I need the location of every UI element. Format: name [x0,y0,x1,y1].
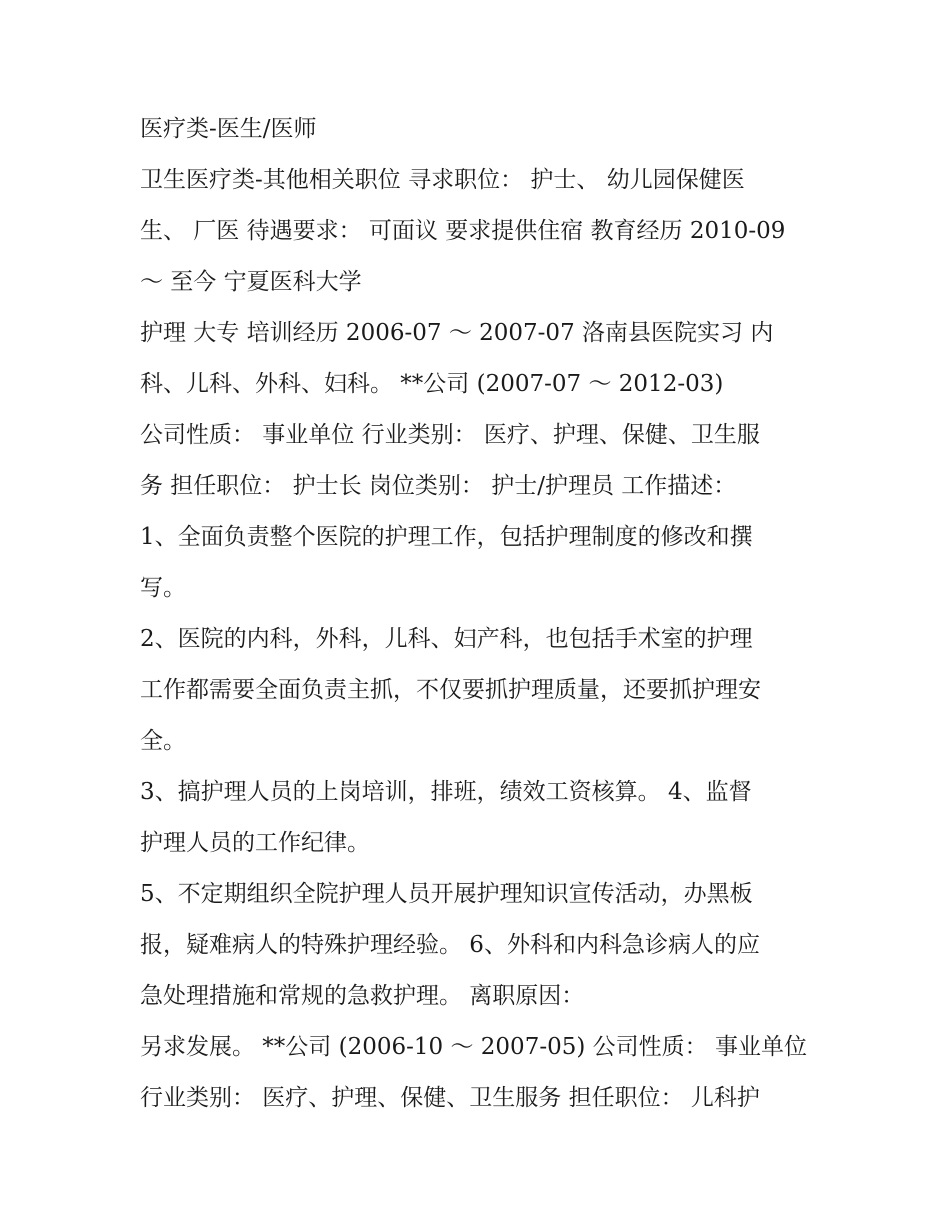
text-line: 卫生医疗类-其他相关职位 寻求职位： 护士、 幼儿园保健医 [140,167,745,193]
text-line: 医疗类-医生/医师 [140,116,317,142]
text-line: 急处理措施和常规的急救护理。 离职原因： [140,983,585,1009]
text-line: 写。 [140,575,186,601]
text-line: 5、不定期组织全院护理人员开展护理知识宣传活动，办黑板 [140,881,753,907]
text-line: 另求发展。 **公司 (2006-10 ～ 2007-05) 公司性质： 事业单位 [140,1034,807,1060]
text-line: 公司性质： 事业单位 行业类别： 医疗、护理、保健、卫生服 [140,422,760,448]
text-line: 3、搞护理人员的上岗培训，排班，绩效工资核算。 4、监督 [140,779,752,805]
text-line: 务 担任职位： 护士长 岗位类别： 护士/护理员 工作描述： [140,473,737,499]
text-line: 1、全面负责整个医院的护理工作，包括护理制度的修改和撰 [140,524,753,550]
text-line: 护理人员的工作纪律。 [140,830,370,856]
text-line: 报，疑难病人的特殊护理经验。 6、外科和内科急诊病人的应 [140,932,760,958]
text-line: 护理 大专 培训经历 2006-07 ～ 2007-07 洛南县医院实习 内 [140,320,774,346]
text-line: 生、 厂医 待遇要求： 可面议 要求提供住宿 教育经历 2010-09 [140,218,786,244]
text-line: 2、医院的内科，外科，儿科、妇产科，也包括手术室的护理 [140,626,753,652]
text-line: 科、儿科、外科、妇科。 **公司 (2007-07 ～ 2012-03) [140,371,724,397]
text-line: ～ 至今 宁夏医科大学 [140,269,362,295]
text-line: 工作都需要全面负责主抓，不仅要抓护理质量，还要抓护理安 [140,677,761,703]
text-line: 全。 [140,728,186,754]
document-body [140,104,820,1124]
text-line: 行业类别： 医疗、护理、保健、卫生服务 担任职位： 儿科护 [140,1085,760,1111]
